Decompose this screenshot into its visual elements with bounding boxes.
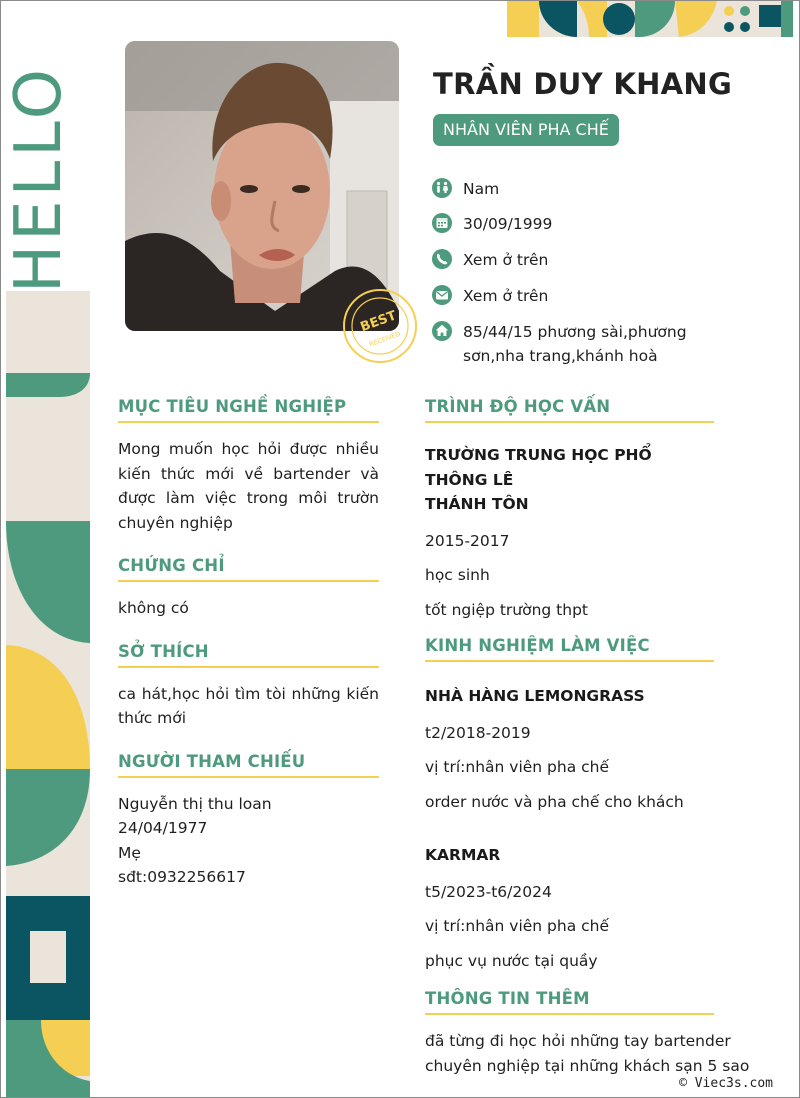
left-column (118, 397, 379, 890)
reference-line: 24/04/1977 (118, 819, 208, 837)
certificates-title: CHỨNG CHỈ (118, 556, 379, 582)
email-value: Xem ở trên (463, 287, 549, 305)
job-position: vị trí:nhân viên pha chế (425, 917, 610, 935)
reference-line: Nguyễn thị thu loan (118, 794, 272, 813)
objective-text (118, 437, 379, 535)
school-name-line: TRƯỜNG TRUNG HỌC PHỔ THÔNG LÊ (425, 446, 652, 489)
objective-line: kiến thức mới về bartender và (118, 464, 379, 483)
section-objective (118, 397, 379, 535)
job-title-badge: NHÂN VIÊN PHA CHẾ (433, 114, 619, 146)
education-note: tốt ngiệp trường thpt (425, 600, 588, 619)
job-item (425, 684, 714, 814)
reference-line: Mẹ (118, 843, 141, 862)
stamp-subtext: RECEIVED (368, 329, 402, 349)
school-name-line: THÁNH TÔN (425, 495, 529, 513)
objective-line: chuyên nghiệp (118, 513, 233, 532)
hobbies-title: SỞ THÍCH (118, 642, 379, 668)
phone-value: Xem ở trên (463, 251, 549, 269)
education-period: 2015-2017 (425, 531, 510, 550)
job-company: NHÀ HÀNG LEMONGRASS (425, 687, 645, 705)
section-certificates (118, 556, 379, 621)
references-list (118, 792, 379, 890)
job-company: KARMAR (425, 846, 501, 864)
extra-info-line: chuyên nghiệp tại những khách sạn 5 sao (425, 1056, 750, 1075)
job-position: vị trí:nhân viên pha chế (425, 758, 610, 776)
address-line-1: 85/44/15 phương sài,phương (463, 323, 687, 341)
watermark-footer: © Viec3s.com (679, 1076, 773, 1091)
gender-icon (431, 177, 453, 199)
reference-line: sđt:0932256617 (118, 868, 246, 886)
info-gender (431, 177, 731, 201)
info-email (431, 284, 731, 308)
section-references (118, 752, 379, 890)
calendar-icon (431, 212, 453, 234)
education-title: TRÌNH ĐỘ HỌC VẤN (425, 397, 714, 423)
experience-title: KINH NGHIỆM LÀM VIỆC (425, 636, 714, 662)
hobbies-line: thức mới (118, 709, 187, 727)
job-period: t5/2023-t6/2024 (425, 882, 552, 901)
extra-info-title: THÔNG TIN THÊM (425, 989, 714, 1015)
info-phone (431, 248, 731, 272)
objective-title: MỤC TIÊU NGHỀ NGHIỆP (118, 397, 379, 423)
objective-line: Mong muốn học hỏi được nhiều (118, 440, 379, 458)
right-column (425, 397, 750, 1078)
section-education (425, 397, 714, 622)
email-icon (431, 284, 453, 306)
section-experience (425, 636, 714, 973)
phone-icon (431, 248, 453, 270)
job-description: phục vụ nước tại quầy (425, 951, 598, 970)
info-address (431, 320, 731, 368)
address-line-2: sơn,nha trang,khánh hoà (463, 347, 658, 365)
extra-info-line: đã từng đi học hỏi những tay bartender (425, 1032, 731, 1050)
stamp-text: BEST (358, 308, 399, 336)
gender-value: Nam (463, 180, 500, 198)
objective-line: được làm việc trong môi trườn (118, 489, 379, 507)
home-icon (431, 320, 453, 342)
references-title: NGƯỜI THAM CHIẾU (118, 752, 379, 778)
section-hobbies (118, 642, 379, 731)
birthday-value: 30/09/1999 (463, 215, 553, 233)
hobbies-line: ca hát,học hỏi tìm tòi những kiến (118, 684, 379, 703)
best-received-stamp (341, 287, 419, 365)
certificates-text: không có (118, 599, 189, 617)
extra-info-text (425, 1029, 750, 1078)
section-extra-info (425, 989, 750, 1078)
hello-vertical-text: HELLO (2, 65, 76, 293)
address-value (463, 320, 687, 368)
top-decoration (507, 1, 793, 37)
education-status: học sinh (425, 566, 490, 584)
info-birthday (431, 212, 731, 236)
full-name: TRẦN DUY KHANG (433, 67, 733, 101)
job-period: t2/2018-2019 (425, 723, 531, 742)
hobbies-text (118, 682, 379, 731)
job-item (425, 843, 714, 973)
education-school (425, 443, 714, 517)
job-description: order nước và pha chế cho khách (425, 792, 684, 811)
contact-info (431, 177, 731, 380)
